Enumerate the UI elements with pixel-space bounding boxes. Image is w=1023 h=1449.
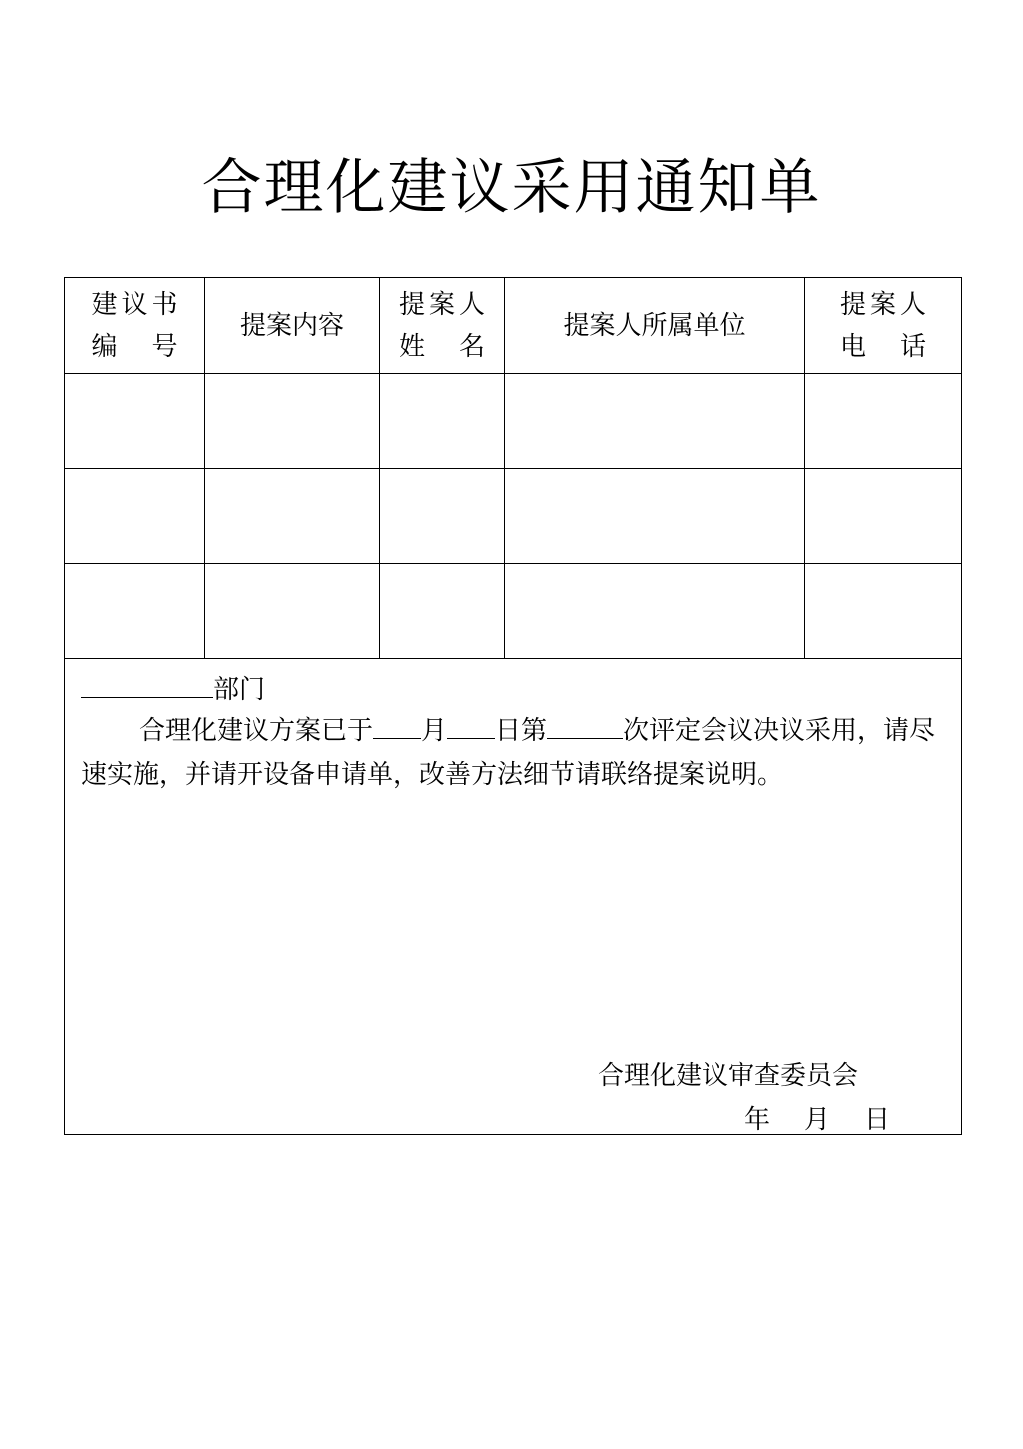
table-header-row xyxy=(65,278,962,374)
table-row xyxy=(65,374,962,469)
cell-proposer-phone[interactable] xyxy=(805,374,962,469)
cell-proposer-name[interactable] xyxy=(380,374,505,469)
notice-text-part1: 合理化建议方案已于 xyxy=(139,716,374,746)
table-row xyxy=(65,469,962,564)
header-proposal-number-line1: 建议书 xyxy=(91,289,178,320)
notice-text-part2: 次评定会议决议采用，请尽速实施，并请开设备申请单，改善方法细节请联络提案说明。 xyxy=(81,716,936,790)
document-title: 合理化建议采用通知单 xyxy=(201,153,822,223)
department-blank[interactable] xyxy=(81,669,213,698)
date-month-label: 月 xyxy=(804,1105,831,1135)
department-label: 部门 xyxy=(213,675,266,705)
header-proposal-number-line2a: 编 xyxy=(91,331,152,362)
cell-proposal-content[interactable] xyxy=(205,374,380,469)
cell-proposal-number[interactable] xyxy=(65,374,205,469)
header-proposer-phone-line1: 提案人 xyxy=(840,289,926,320)
header-proposer-name-line1: 提案人 xyxy=(399,289,485,320)
date-day-label: 日 xyxy=(864,1105,891,1135)
meeting-number-blank[interactable] xyxy=(547,710,623,739)
date-year-label: 年 xyxy=(744,1105,771,1135)
cell-proposer-name[interactable] xyxy=(380,469,505,564)
signature-date xyxy=(744,1099,890,1136)
month-label: 月 xyxy=(421,716,448,746)
notice-cell xyxy=(65,659,962,1135)
header-proposal-number-line2b: 号 xyxy=(151,331,178,362)
cell-proposer-unit[interactable] xyxy=(505,469,805,564)
header-proposer-name xyxy=(380,278,505,374)
month-blank[interactable] xyxy=(373,710,421,739)
notice-row xyxy=(65,659,962,1135)
header-proposer-phone-line2a: 电 xyxy=(840,331,900,362)
day-blank[interactable] xyxy=(447,710,495,739)
cell-proposer-phone[interactable] xyxy=(805,469,962,564)
header-proposer-phone-line2b: 话 xyxy=(899,331,926,362)
cell-proposal-content[interactable] xyxy=(205,469,380,564)
header-proposer-name-line2a: 姓 xyxy=(399,331,459,362)
header-proposer-name-line2b: 名 xyxy=(458,331,485,362)
cell-proposer-unit[interactable] xyxy=(505,564,805,659)
cell-proposer-unit[interactable] xyxy=(505,374,805,469)
header-proposer-phone xyxy=(805,278,962,374)
header-proposal-number xyxy=(65,278,205,374)
cell-proposal-number[interactable] xyxy=(65,469,205,564)
committee-signature: 合理化建议审查委员会 xyxy=(598,1061,859,1091)
department-line xyxy=(81,669,265,706)
table-row xyxy=(65,564,962,659)
header-proposer-unit: 提案人所属单位 xyxy=(505,278,805,374)
cell-proposal-number[interactable] xyxy=(65,564,205,659)
day-label: 日第 xyxy=(495,716,548,746)
proposal-table xyxy=(64,277,962,1135)
notice-body xyxy=(81,709,943,797)
cell-proposer-phone[interactable] xyxy=(805,564,962,659)
cell-proposer-name[interactable] xyxy=(380,564,505,659)
header-proposal-content: 提案内容 xyxy=(205,278,380,374)
cell-proposal-content[interactable] xyxy=(205,564,380,659)
